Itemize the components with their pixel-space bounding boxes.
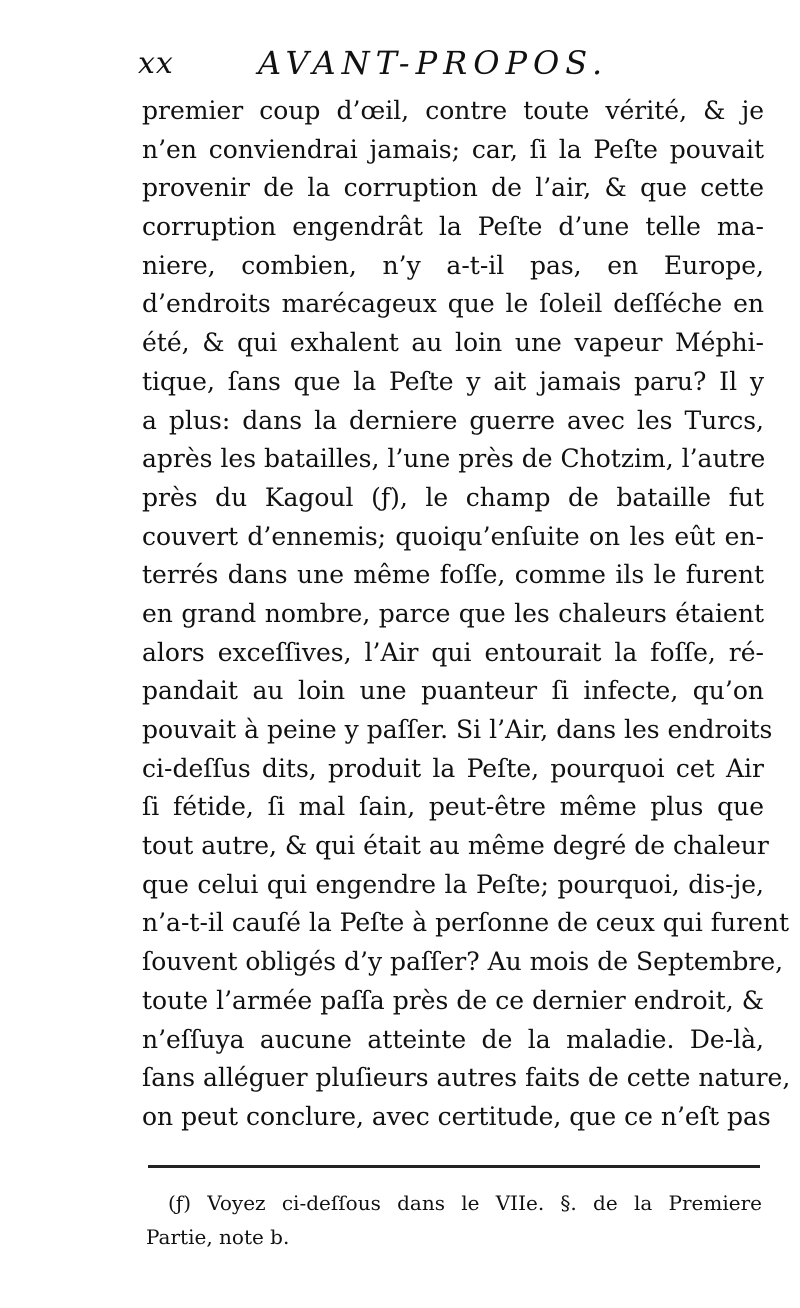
text-line: n’eſſuya aucune atteinte de la maladie. De-là, (142, 1024, 764, 1054)
page-header (138, 44, 762, 84)
text-line: après les batailles, l’une près de Chotzim, l’autre (142, 444, 766, 474)
text-line: été, & qui exhalent au loin une vapeur Méphi- (142, 328, 764, 358)
text-line: ſouvent obligés d’y paſſer? Au mois de Septembre, (142, 947, 784, 977)
running-title: AVANT-PROPOS. (258, 44, 609, 82)
text-line: premier coup d’œil, contre toute vérité, & je (142, 96, 764, 125)
text-line: toute l’armée paſſa près de ce dernier endroit, & (142, 985, 764, 1015)
footnote (146, 1186, 762, 1254)
body-text (142, 92, 791, 1137)
text-line: on peut conclure, avec certitude, que ce n’eſt pas (142, 1101, 771, 1131)
text-line: ſans alléguer pluſieurs autres faits de cette nature, (142, 1063, 791, 1093)
footnote-line: (ƒ) Voyez ci-deſſous dans le VIIe. §. de la Premiere (168, 1191, 762, 1215)
footnote-line: Partie, note b. (146, 1225, 290, 1249)
text-line: près du Kagoul (ƒ), le champ de bataille fut (142, 482, 764, 512)
text-line: niere, combien, n’y a-t-il pas, en Europe, (142, 250, 764, 280)
text-line: n’a-t-il cauſé la Peſte à perſonne de ceux qui furent (142, 908, 790, 938)
text-line: provenir de la corruption de l’air, & que cette (142, 173, 764, 203)
footnote-divider (148, 1165, 760, 1168)
text-line: terrés dans une même foſſe, comme ils le furent (142, 560, 764, 590)
text-line: pandait au loin une puanteur ſi infecte, qu’on (142, 676, 764, 706)
text-line: que celui qui engendre la Peſte; pourquoi, dis-je, (142, 869, 764, 899)
text-line: n’en conviendrai jamais; car, ſi la Peſte pouvait (142, 134, 764, 164)
text-line: tique, ſans que la Peſte y ait jamais paru? Il y (142, 366, 764, 396)
text-line: pouvait à peine y paſſer. Si l’Air, dans les endroits (142, 715, 773, 744)
text-line: ſi fétide, ſi mal ſain, peut-être même plus que (142, 792, 764, 822)
text-line: corruption engendrât la Peſte d’une telle ma- (142, 212, 764, 242)
text-line: ci-deſſus dits, produit la Peſte, pourquoi cet Air (142, 753, 764, 783)
page-number: xx (138, 46, 174, 81)
text-line: en grand nombre, parce que les chaleurs étaient (142, 598, 764, 628)
text-line: a plus: dans la derniere guerre avec les Turcs, (142, 405, 764, 435)
text-line: d’endroits marécageux que le ſoleil deſſéche en (142, 289, 764, 319)
text-line: couvert d’ennemis; quoiqu’enſuite on les eût en- (142, 521, 764, 551)
text-line: tout autre, & qui était au même degré de chaleur (142, 831, 769, 861)
text-line: alors exceſſives, l’Air qui entourait la foſſe, ré- (142, 637, 764, 667)
